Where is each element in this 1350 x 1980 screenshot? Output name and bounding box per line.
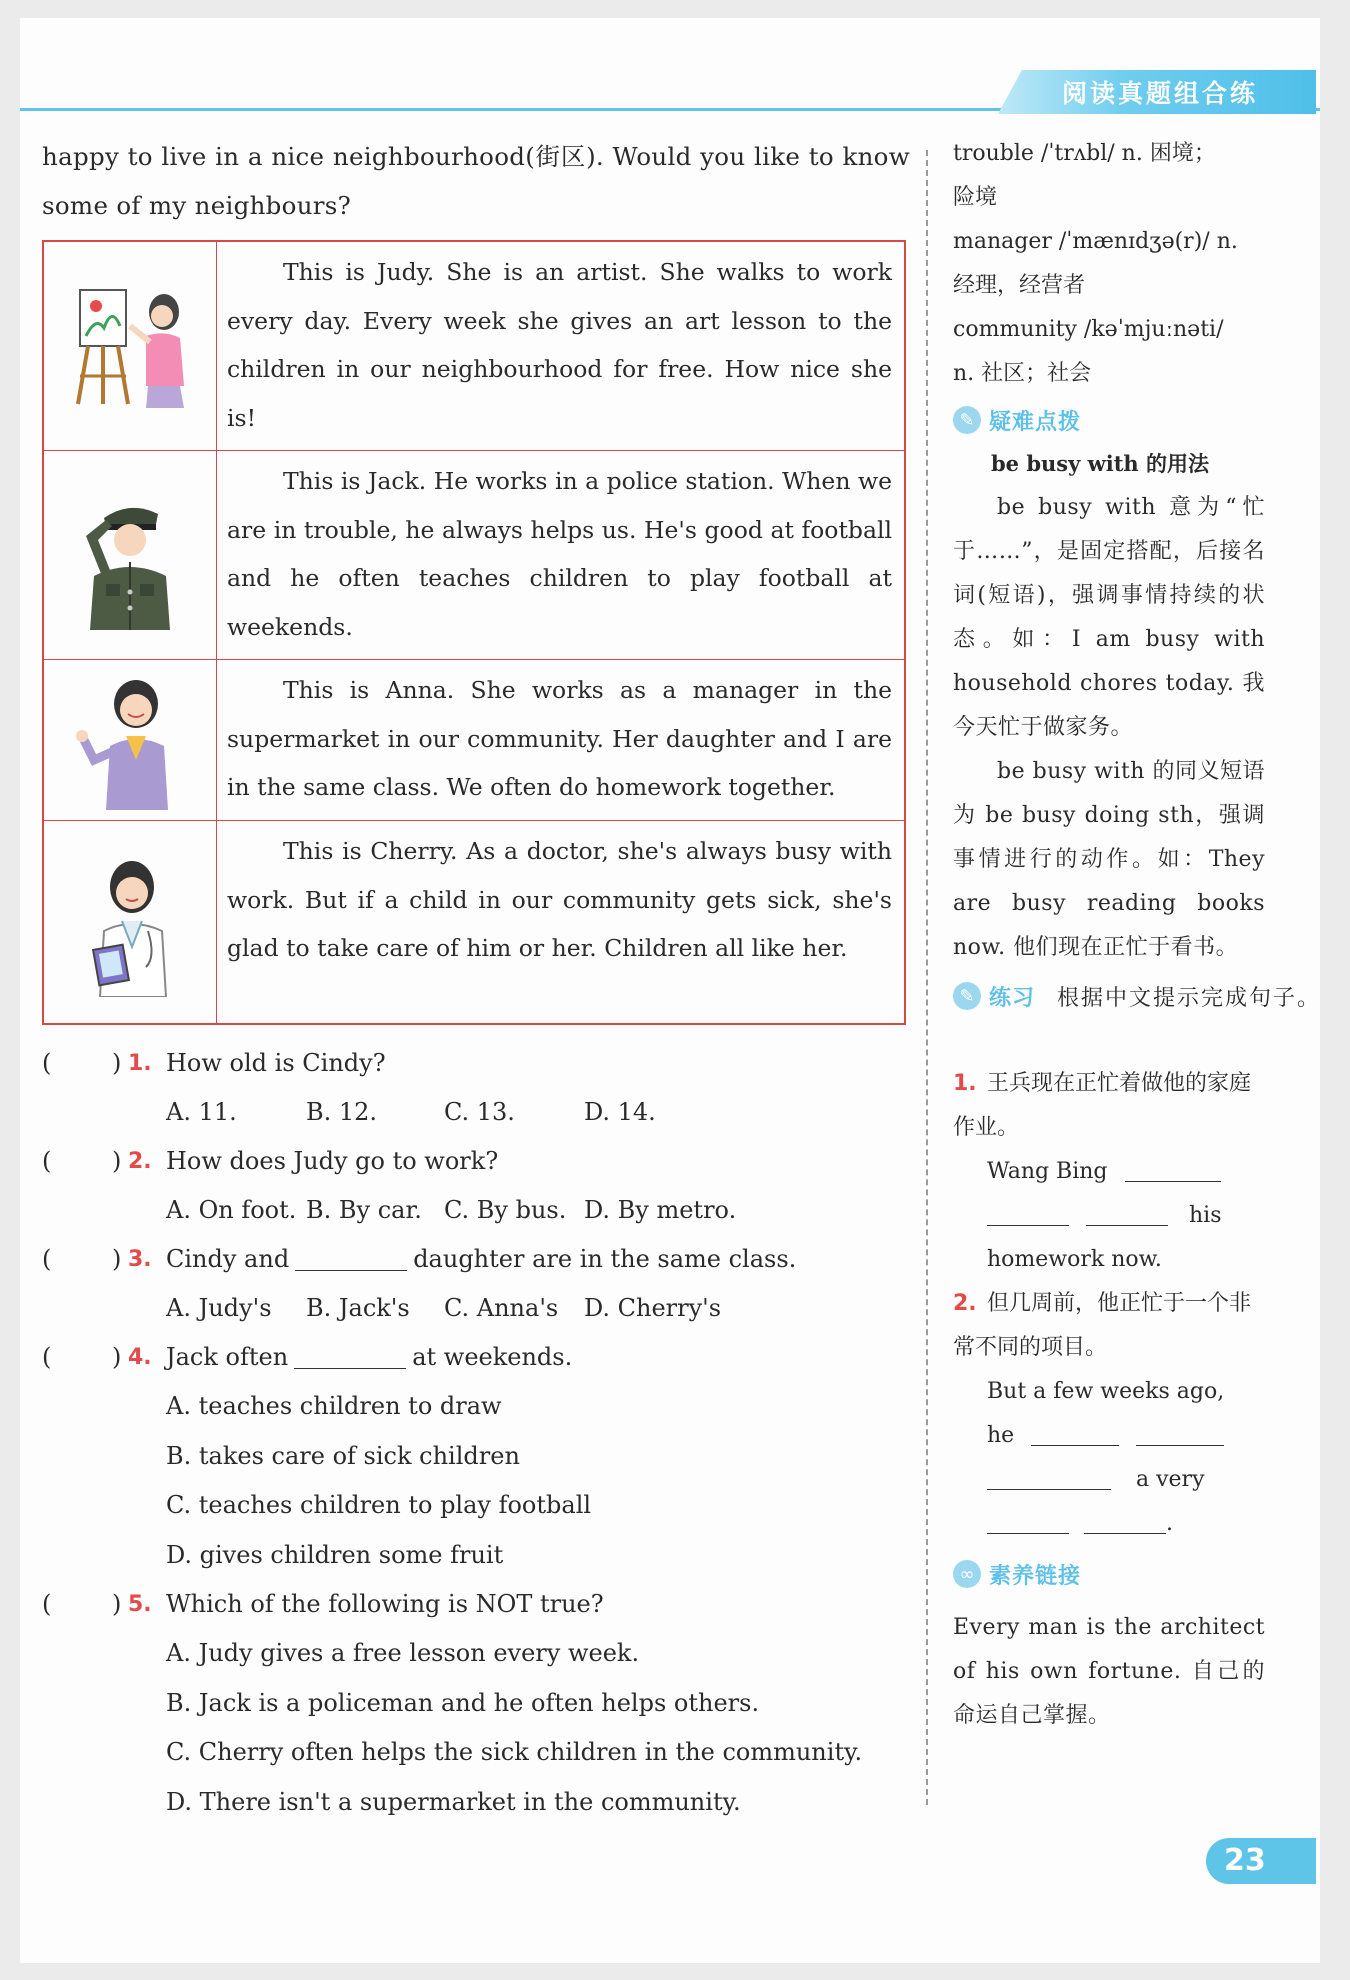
header-title: 阅读真题组合练 (1062, 79, 1259, 108)
question-stem (166, 1333, 572, 1382)
stem-text: at weekends. (412, 1343, 573, 1371)
question-3-options (42, 1284, 910, 1333)
vocab-manager (953, 220, 1265, 308)
neighbour-description: This is Jack. He works in a police station. When we are in trouble, he always helps us. He's good at football and he often teaches children to play football at weekends. (227, 467, 892, 641)
practice-heading (953, 974, 1322, 1018)
answer-blank[interactable] (1031, 1419, 1119, 1446)
stem-text: daughter are in the same class. (413, 1245, 797, 1273)
practice-en-text: a very (1136, 1467, 1205, 1492)
literacy-text: Every man is the architect of his own fortune. 自己的命运自己掌握。 (953, 1615, 1265, 1728)
option-d[interactable]: D. There isn't a supermarket in the community. (166, 1787, 741, 1816)
neighbour-text-anna (217, 660, 906, 821)
vocab-line: n. 社区；社会 (953, 361, 1092, 386)
section-title: 疑难点拨 (989, 409, 1082, 435)
practice-en-line-2 (953, 1194, 1265, 1238)
practice-en-line-3: homework now. (987, 1247, 1162, 1272)
answer-paren-close: ) (112, 1343, 122, 1371)
answer-blank[interactable] (1136, 1419, 1224, 1446)
option-c[interactable]: C. By bus. (444, 1196, 567, 1224)
practice-item-2 (953, 1282, 1265, 1546)
vocab-line: manager /ˈmænɪdʒə(r)/ n. (953, 229, 1238, 254)
neighbour-description: This is Anna. She works as a manager in the supermarket in our community. Her daughter and I are in the same class. We often do homework together. (227, 676, 892, 801)
option-d[interactable]: D. 14. (584, 1098, 656, 1126)
answer-paren-open: ( (42, 1590, 52, 1618)
practice-cn (953, 1282, 1265, 1370)
practice-en-text: his (1189, 1203, 1222, 1228)
answer-blank[interactable] (987, 1507, 1069, 1534)
note-paragraph-2 (953, 750, 1265, 970)
neighbour-row-anna (43, 660, 905, 821)
answer-paren-open: ( (42, 1245, 52, 1273)
practice-en-text: Wang Bing (987, 1159, 1108, 1184)
option-b[interactable]: B. 12. (306, 1098, 378, 1126)
section-title: 练习 (989, 985, 1036, 1011)
answer-blank[interactable] (987, 1463, 1111, 1490)
question-stem (166, 1235, 796, 1284)
answer-blank[interactable] (294, 1338, 406, 1369)
answer-paren-close: ) (112, 1245, 122, 1273)
neighbour-description: This is Judy. She is an artist. She walks to work every day. Every week she gives an art lesson to the children in our neighbourhood for free. How nice she is! (227, 258, 892, 432)
manager-woman-waving-icon (43, 660, 217, 821)
question-4 (42, 1333, 910, 1382)
stem-text: Jack often (166, 1343, 289, 1371)
note-title: be busy with 的用法 (991, 451, 1209, 476)
answer-blank[interactable] (1086, 1199, 1168, 1226)
answer-paren-close: ) (112, 1049, 122, 1077)
option-a[interactable]: A. teaches children to draw (166, 1392, 502, 1420)
option-a[interactable]: A. 11. (166, 1098, 237, 1126)
option-a[interactable]: A. On foot. (166, 1196, 297, 1224)
answer-paren-open: ( (42, 1147, 52, 1175)
option-d[interactable]: D. gives children some fruit (166, 1540, 504, 1569)
question-5 (42, 1580, 910, 1629)
doctor-with-tablet-icon (43, 821, 217, 1025)
pencil-icon: ✎ (953, 982, 981, 1010)
spacer (953, 1018, 1265, 1022)
note-paragraph-1 (953, 486, 1265, 750)
practice-en-line-2 (953, 1414, 1265, 1458)
practice-en-line-1 (953, 1150, 1265, 1194)
main-column (42, 132, 910, 1827)
question-1-options (42, 1088, 910, 1137)
note-text: be busy with 意为“忙于……”，是固定搭配，后接名词(短语)，强调事情持续的状态。如：I am busy with household chores today. 我今天忙于做家务。 (953, 495, 1265, 740)
answer-paren-open: ( (42, 1049, 52, 1077)
intro-paragraph: happy to live in a nice neighbourhood(街区). Would you like to know some of my neighbours? (42, 142, 910, 220)
question-number: 4. (128, 1345, 152, 1370)
practice-en-line-1: But a few weeks ago, (987, 1379, 1225, 1404)
question-number: 1. (128, 1051, 152, 1076)
vocab-line: community /kəˈmjuːnəti/ (953, 317, 1224, 342)
neighbours-table (42, 240, 906, 1025)
neighbour-text-judy (217, 241, 906, 451)
section-title: 素养链接 (989, 1563, 1082, 1589)
question-stem: How old is Cindy? (166, 1049, 386, 1077)
option-a[interactable]: A. Judy's (166, 1294, 272, 1322)
difficulty-heading (953, 398, 1265, 442)
option-b[interactable]: B. By car. (306, 1196, 422, 1224)
question-number: 5. (128, 1592, 152, 1617)
practice-item-1 (953, 1062, 1265, 1282)
lightbulb-icon: ✎ (953, 406, 981, 434)
practice-en-line-3 (953, 1458, 1265, 1502)
option-d[interactable]: D. Cherry's (584, 1294, 722, 1322)
vocab-line: 险境 (953, 185, 998, 210)
option-b[interactable]: B. Jack's (306, 1294, 410, 1322)
artist-painting-icon (43, 241, 217, 451)
practice-number: 1. (953, 1071, 977, 1096)
vocab-line: trouble /ˈtrʌbl/ n. 困境； (953, 141, 1216, 166)
option-c[interactable]: C. teaches children to play football (166, 1491, 592, 1519)
practice-instruction: 根据中文提示完成句子。 (1057, 985, 1322, 1011)
vocab-trouble (953, 132, 1265, 220)
option-b[interactable]: B. Jack is a policeman and he often helps others. (166, 1688, 760, 1717)
practice-en-line-4 (953, 1502, 1265, 1546)
question-1 (42, 1039, 910, 1088)
option-a[interactable]: A. Judy gives a free lesson every week. (166, 1639, 640, 1667)
neighbour-row-judy (43, 241, 905, 451)
answer-paren-close: ) (112, 1590, 122, 1618)
neighbour-row-cherry (43, 821, 905, 1025)
answer-blank[interactable] (1125, 1155, 1221, 1182)
answer-blank[interactable] (1084, 1507, 1166, 1534)
practice-cn (953, 1062, 1265, 1150)
questions-list (42, 1039, 910, 1827)
question-stem: How does Judy go to work? (166, 1147, 499, 1175)
question-stem: Which of the following is NOT true? (166, 1590, 604, 1618)
side-column (953, 132, 1322, 1738)
question-2-options (42, 1186, 910, 1235)
practice-cn-text: 王兵现在正忙着做他的家庭作业。 (953, 1071, 1252, 1140)
practice-en-text: he (987, 1423, 1015, 1448)
neighbour-text-jack (217, 451, 906, 660)
answer-paren-close: ) (112, 1147, 122, 1175)
neighbour-text-cherry (217, 821, 906, 1025)
link-icon: ∞ (953, 1560, 981, 1588)
option-d[interactable]: D. By metro. (584, 1196, 737, 1224)
practice-number: 2. (953, 1291, 977, 1316)
option-c[interactable]: C. Cherry often helps the sick children in the community. (166, 1738, 863, 1766)
page-number: 23 (1206, 1838, 1316, 1884)
option-b[interactable]: B. takes care of sick children (166, 1441, 520, 1470)
stem-text: Cindy and (166, 1245, 290, 1273)
practice-en-text: . (1166, 1511, 1173, 1536)
neighbour-row-jack (43, 451, 905, 660)
literacy-heading (953, 1552, 1265, 1596)
vocab-line: 经理，经营者 (953, 273, 1086, 298)
police-officer-saluting-icon (43, 451, 217, 660)
question-3 (42, 1235, 910, 1284)
question-number: 3. (128, 1247, 152, 1272)
note-text: be busy with 的同义短语为 be busy doing sth，强调事情进行的动作。如：They are busy reading books now. 他们现在正忙于看书。 (953, 759, 1265, 960)
vocab-community (953, 308, 1265, 396)
column-divider (926, 150, 928, 1805)
question-number: 2. (128, 1149, 152, 1174)
option-c[interactable]: C. 13. (444, 1098, 515, 1126)
option-c[interactable]: C. Anna's (444, 1294, 559, 1322)
answer-blank[interactable] (295, 1240, 407, 1271)
answer-blank[interactable] (987, 1199, 1069, 1226)
question-2 (42, 1137, 910, 1186)
practice-cn-text: 但几周前，他正忙于一个非常不同的项目。 (953, 1291, 1252, 1360)
neighbour-description: This is Cherry. As a doctor, she's always busy with work. But if a child in our community gets sick, she's glad to take care of him or her. Children all like her. (227, 837, 892, 962)
answer-paren-open: ( (42, 1343, 52, 1371)
